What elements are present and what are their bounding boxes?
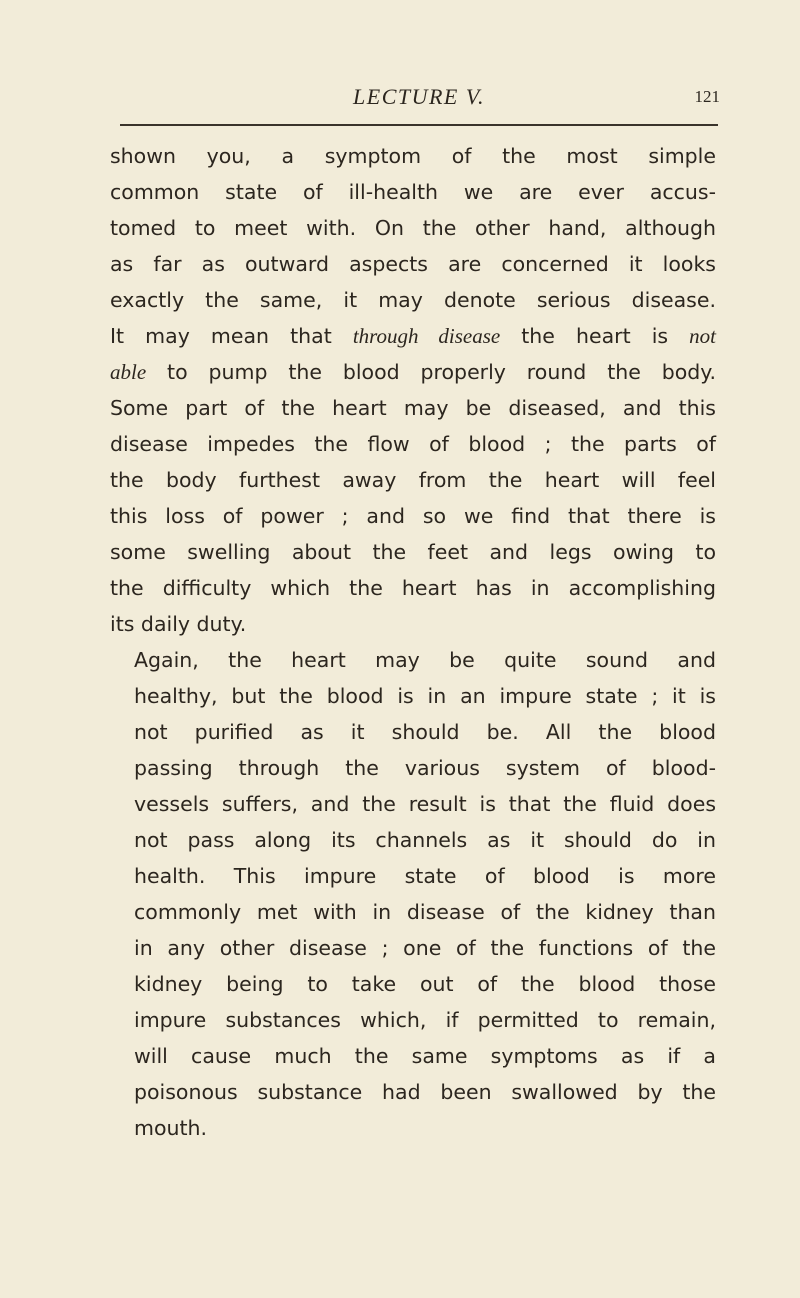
text-line: not pass along its channels as it should do in bbox=[134, 828, 716, 852]
text-line: Some part of the heart may be diseased, and this bbox=[110, 396, 716, 420]
page-number: 121 bbox=[694, 87, 720, 106]
italic-text: not bbox=[689, 324, 716, 348]
text-line: will cause much the same symptoms as if a bbox=[134, 1044, 716, 1068]
text-line: Again, the heart may be quite sound and bbox=[134, 648, 716, 672]
text-line: poisonous substance had been swallowed by the bbox=[134, 1080, 716, 1104]
text-line: some swelling about the feet and legs owing to bbox=[110, 540, 716, 564]
text-line: as far as outward aspects are concerned it looks bbox=[110, 252, 716, 276]
text-line: mouth. bbox=[134, 1116, 208, 1140]
text-line: the difficulty which the heart has in accomplishing bbox=[110, 576, 716, 600]
running-title: LECTURE V. bbox=[353, 84, 485, 109]
text-line: kidney being to take out of the blood those bbox=[134, 972, 716, 996]
text-line: exactly the same, it may denote serious disease. bbox=[110, 288, 716, 312]
text-line: tomed to meet with. On the other hand, although bbox=[110, 216, 716, 240]
running-head bbox=[118, 80, 720, 120]
italic-text: through disease bbox=[352, 324, 501, 348]
paragraph bbox=[110, 138, 716, 642]
text-line: shown you, a symptom of the most simple bbox=[110, 144, 716, 168]
text-line: in any other disease ; one of the functions of the bbox=[134, 936, 716, 960]
text-line: impure substances which, if permitted to remain, bbox=[134, 1008, 716, 1032]
text-line: this loss of power ; and so we find that there is bbox=[110, 504, 716, 528]
paragraph bbox=[110, 642, 716, 1146]
text-line: healthy, but the blood is in an impure state ; it is bbox=[134, 684, 716, 708]
text-line: common state of ill-health we are ever accus- bbox=[110, 180, 716, 204]
text-line: disease impedes the flow of blood ; the parts of bbox=[110, 432, 716, 456]
text-line: not purified as it should be. All the blood bbox=[134, 720, 716, 744]
text-line: its daily duty. bbox=[110, 612, 247, 636]
header-rule bbox=[120, 124, 718, 126]
text-line: able to pump the blood properly round the body. bbox=[110, 360, 716, 384]
italic-text: able bbox=[110, 360, 147, 384]
body-text bbox=[110, 138, 716, 1146]
text-line: passing through the various system of blood- bbox=[134, 756, 716, 780]
text-line: health. This impure state of blood is more bbox=[134, 864, 716, 888]
text-line: vessels suffers, and the result is that the fluid does bbox=[134, 792, 716, 816]
text-line: the body furthest away from the heart will feel bbox=[110, 468, 716, 492]
text-line: It may mean that through disease the heart is not bbox=[110, 324, 716, 348]
text-line: commonly met with in disease of the kidney than bbox=[134, 900, 716, 924]
